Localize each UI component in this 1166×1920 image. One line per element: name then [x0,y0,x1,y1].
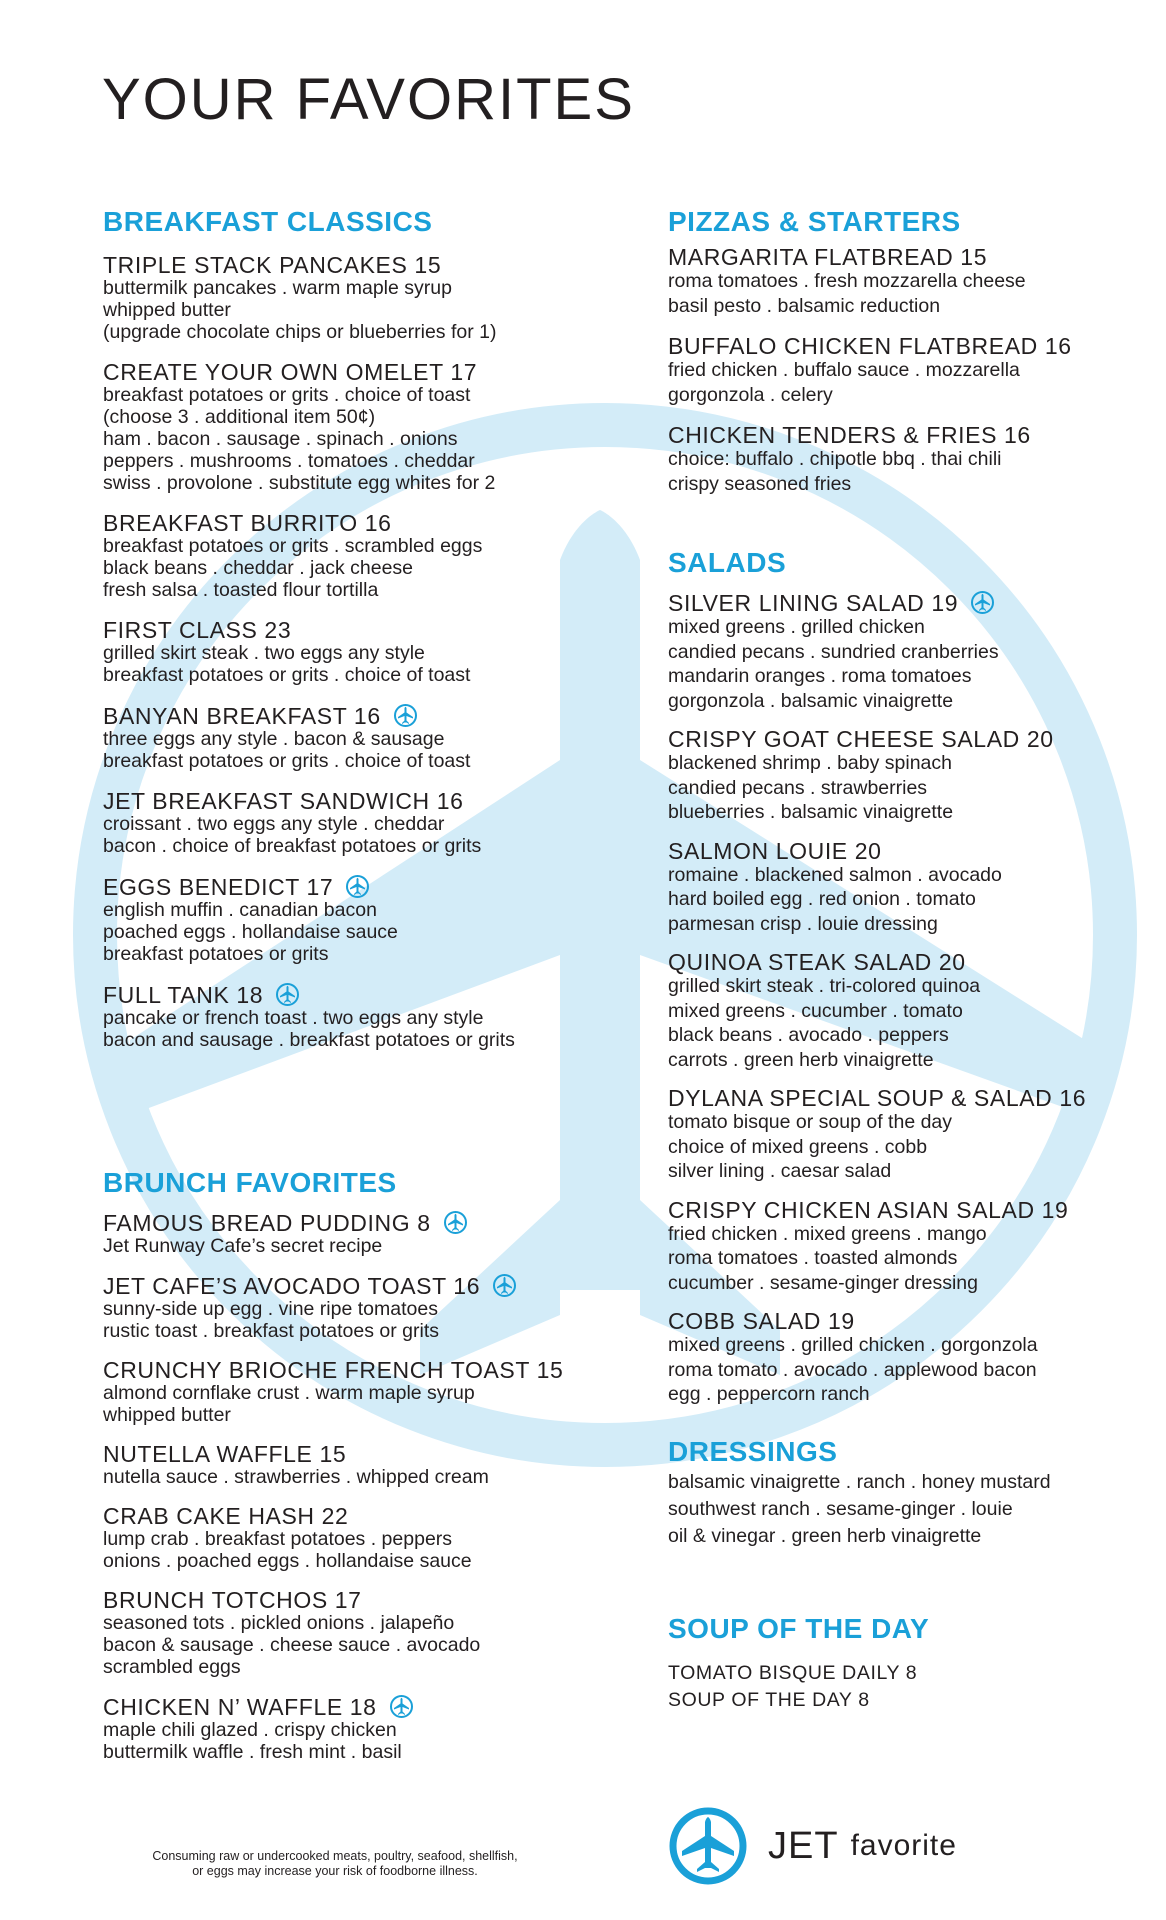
menu-item-description: carrots . green herb vinaigrette [668,1048,934,1071]
foodborne-disclaimer [100,1849,570,1879]
menu-item-description: choice: buffalo . chipotle bbq . thai chili [668,448,1002,470]
menu-item-description: nutella sauce . strawberries . whipped cream [103,1466,489,1488]
menu-item [103,703,583,772]
menu-item-description: mixed greens . cucumber . tomato [668,999,963,1022]
menu-item-description: peppers . mushrooms . tomatoes . cheddar [103,450,475,472]
menu-item-name: EGGS BENEDICT 17 [103,873,334,900]
left-column [103,205,583,1763]
menu-item-name: FIRST CLASS 23 [103,617,292,643]
menu-item-row [103,1210,583,1235]
section-heading: SOUP OF THE DAY [668,1612,930,1644]
menu-item-description: onions . poached eggs . hollandaise sauce [103,1550,472,1572]
menu-item [103,253,583,343]
menu-item-row [668,1309,1138,1333]
menu-item-row [103,982,583,1007]
menu-item-description: whipped butter [103,1404,231,1426]
menu-item-name: CRISPY CHICKEN ASIAN SALAD 19 [668,1196,1069,1223]
menu-item-name: CREATE YOUR OWN OMELET 17 [103,359,478,385]
menu-item-description: Jet Runway Cafe’s secret recipe [103,1235,383,1257]
menu-section [103,205,583,1051]
menu-item-description: whipped butter [103,299,231,321]
menu-item-name: SALMON LOUIE 20 [668,837,882,864]
menu-item-row [668,590,1138,615]
menu-item-description: poached eggs . hollandaise sauce [103,921,398,943]
menu-item-name: BUFFALO CHICKEN FLATBREAD 16 [668,333,1072,359]
menu-item-name: BREAKFAST BURRITO 16 [103,510,392,536]
menu-item-description: buttermilk pancakes . warm maple syrup [103,277,452,299]
menu-item-description: cucumber . sesame-ginger dressing [668,1271,978,1294]
menu-item-row [668,1198,1138,1222]
menu-item [103,1210,583,1257]
menu-item [668,245,1138,318]
menu-item-row [103,1442,583,1466]
disclaimer-line: Consuming raw or undercooked meats, poultry, seafood, shellfish, [152,1849,518,1863]
menu-item-description: parmesan crisp . louie dressing [668,912,938,935]
menu-item [668,423,1138,496]
menu-item-name: SILVER LINING SALAD 19 [668,589,959,616]
menu-item-description: gorgonzola . balsamic vinaigrette [668,689,954,712]
menu-item-description: sunny-side up egg . vine ripe tomatoes [103,1298,438,1320]
section-heading: DRESSINGS [668,1435,838,1467]
menu-item-name: JET CAFE’S AVOCADO TOAST 16 [103,1272,481,1299]
jet-favorite-icon [970,590,995,615]
legend-favorite-text: favorite [850,1829,957,1862]
menu-item-row [103,789,583,813]
menu-item-description: buttermilk waffle . fresh mint . basil [103,1741,402,1763]
menu-item-name: CRISPY GOAT CHEESE SALAD 20 [668,726,1054,752]
menu-item [668,839,1138,937]
menu-item-description: fried chicken . mixed greens . mango [668,1222,987,1245]
menu-item-description: breakfast potatoes or grits . choice of toast [103,664,471,686]
menu-item-row [103,511,583,535]
menu-item-name: CRAB CAKE HASH 22 [103,1503,349,1529]
menu-item-row [668,839,1138,863]
menu-item-row [103,1273,583,1298]
menu-item-name: TRIPLE STACK PANCAKES 15 [103,252,442,278]
menu-item-description: mandarin oranges . roma tomatoes [668,665,972,687]
menu-item-description: romaine . blackened salmon . avocado [668,863,1002,886]
menu-item-description: bacon and sausage . breakfast potatoes or grits [103,1029,515,1051]
menu-item-description: roma tomatoes . fresh mozzarella cheese [668,270,1026,292]
menu-item-row [103,703,583,728]
menu-item-description: gorgonzola . celery [668,383,833,406]
menu-item-description: tomato bisque or soup of the day [668,1111,953,1133]
menu-item-description: lump crab . breakfast potatoes . peppers [103,1528,453,1550]
jet-favorite-icon [275,982,300,1007]
menu-item-description: choice of mixed greens . cobb [668,1135,928,1158]
menu-item-name: QUINOA STEAK SALAD 20 [668,949,966,975]
menu-item-row [668,245,1138,269]
menu-item-description: candied pecans . strawberries [668,776,928,799]
menu-item [103,360,583,494]
menu-item-description: roma tomatoes . toasted almonds [668,1247,958,1269]
menu-item-row [668,727,1138,751]
jet-favorite-icon [345,874,370,899]
menu-item-row [668,334,1138,358]
menu-item-description: english muffin . canadian bacon [103,899,377,921]
menu-item [668,334,1138,407]
menu-section [668,1435,1138,1550]
menu-item-row [668,1086,1138,1110]
menu-item [103,1358,583,1426]
menu-item-name: CHICKEN N’ WAFFLE 18 [103,1693,377,1720]
menu-item-row [103,1588,583,1612]
menu-item-description: breakfast potatoes or grits . choice of toast [103,750,471,772]
menu-item-description: (upgrade chocolate chips or blueberries for 1) [103,321,497,343]
menu-item-description: basil pesto . balsamic reduction [668,294,941,317]
menu-item-row [103,360,583,384]
legend-jet-text: JET [768,1824,839,1867]
menu-item [103,1442,583,1488]
menu-item-description: blackened shrimp . baby spinach [668,752,952,774]
jet-favorite-icon [393,703,418,728]
jet-favorite-icon [443,1210,468,1235]
menu-item-description: three eggs any style . bacon & sausage [103,728,445,750]
section-heading: SALADS [668,547,787,578]
menu-item [103,1588,583,1678]
menu-item-description: silver lining . caesar salad [668,1160,892,1182]
menu-item [668,1198,1138,1296]
menu-item [103,1273,583,1342]
menu-item-description: hard boiled egg . red onion . tomato [668,888,976,910]
menu-item-name: MARGARITA FLATBREAD 15 [668,244,988,270]
menu-item-row [103,1504,583,1528]
menu-item [103,982,583,1051]
jet-favorite-legend [668,1806,957,1886]
section-heading: BREAKFAST CLASSICS [103,206,433,237]
menu-item-name: NUTELLA WAFFLE 15 [103,1441,347,1467]
menu-item-name: JET BREAKFAST SANDWICH 16 [103,788,464,814]
menu-item [103,618,583,686]
menu-item-description: crispy seasoned fries [668,472,852,495]
disclaimer-line: or eggs may increase your risk of foodborne illness. [192,1864,478,1878]
menu-section [668,1612,1138,1714]
menu-item-description: roma tomato . avocado . applewood bacon [668,1358,1037,1381]
menu-item-row [668,423,1138,447]
menu-item-description: breakfast potatoes or grits [103,943,329,965]
menu-item-row [103,1358,583,1382]
soup-item: TOMATO BISQUE DAILY 8 [668,1661,918,1684]
menu-item-description: fresh salsa . toasted flour tortilla [103,579,379,601]
menu-item [668,1086,1138,1184]
menu-item-name: CHICKEN TENDERS & FRIES 16 [668,422,1031,448]
menu-item-description: egg . peppercorn ranch [668,1383,870,1405]
menu-item-description: pancake or french toast . two eggs any style [103,1007,484,1029]
menu-item-description: bacon & sausage . cheese sauce . avocado [103,1634,481,1656]
menu-item-name: FULL TANK 18 [103,981,264,1008]
menu-item-description: scrambled eggs [103,1656,241,1678]
menu-item-description: candied pecans . sundried cranberries [668,640,999,663]
menu-item-description: black beans . avocado . peppers [668,1024,949,1046]
menu-item-description: black beans . cheddar . jack cheese [103,557,414,579]
menu-item-description: breakfast potatoes or grits . scrambled eggs [103,535,483,557]
menu-item [103,1694,583,1763]
jet-favorite-icon [389,1694,414,1719]
menu-item-name: DYLANA SPECIAL SOUP & SALAD 16 [668,1085,1087,1111]
menu-item-name: BANYAN BREAKFAST 16 [103,702,381,729]
airplane-circle-icon [668,1806,748,1886]
menu-item-description: blueberries . balsamic vinaigrette [668,801,954,823]
menu-item [103,1504,583,1572]
menu-item-description: rustic toast . breakfast potatoes or grits [103,1320,439,1342]
menu-item-name: FAMOUS BREAD PUDDING 8 [103,1209,431,1236]
menu-item [103,511,583,601]
menu-item-name: CRUNCHY BRIOCHE FRENCH TOAST 15 [103,1357,564,1383]
soup-item: SOUP OF THE DAY 8 [668,1688,870,1711]
dressing-option: southwest ranch . sesame-ginger . louie [668,1497,1013,1520]
menu-item [668,950,1138,1072]
menu-item-description: grilled skirt steak . two eggs any style [103,642,425,664]
menu-item-description: seasoned tots . pickled onions . jalapeño [103,1612,455,1634]
menu-item-description: croissant . two eggs any style . cheddar [103,813,445,835]
menu-item-row [103,874,583,899]
section-heading: PIZZAS & STARTERS [668,206,961,237]
menu-item-description: ham . bacon . sausage . spinach . onions [103,428,458,450]
menu-item-row [103,618,583,642]
menu-item-description: swiss . provolone . substitute egg whites for 2 [103,472,496,494]
menu-item-description: (choose 3 . additional item 50¢) [103,406,376,428]
right-column [668,205,1138,1714]
menu-item-description: bacon . choice of breakfast potatoes or grits [103,835,482,857]
menu-item-name: COBB SALAD 19 [668,1308,855,1334]
menu-item [668,590,1138,713]
menu-item [103,789,583,857]
menu-item-description: breakfast potatoes or grits . choice of toast [103,384,471,406]
section-heading: BRUNCH FAVORITES [103,1167,397,1198]
menu-item-description: fried chicken . buffalo sauce . mozzarella [668,359,1020,381]
menu-section [668,546,1138,1407]
menu-section [103,1166,583,1763]
menu-item-row [668,950,1138,974]
menu-item [668,1309,1138,1407]
menu-item [103,874,583,965]
dressing-option: balsamic vinaigrette . ranch . honey mustard [668,1470,1051,1493]
menu-item-description: grilled skirt steak . tri-colored quinoa [668,975,981,997]
page-title: YOUR FAVORITES [102,67,635,132]
menu-item-row [103,1694,583,1719]
menu-section [668,205,1138,496]
menu-item-description: maple chili glazed . crispy chicken [103,1719,397,1741]
menu-item-description: mixed greens . grilled chicken . gorgonzola [668,1334,1038,1356]
menu-item-row [103,253,583,277]
menu-item [668,727,1138,825]
dressing-option: oil & vinegar . green herb vinaigrette [668,1524,982,1547]
menu-item-name: BRUNCH TOTCHOS 17 [103,1587,362,1613]
jet-favorite-icon [492,1273,517,1298]
menu-item-description: almond cornflake crust . warm maple syrup [103,1382,475,1404]
menu-item-description: mixed greens . grilled chicken [668,616,925,638]
